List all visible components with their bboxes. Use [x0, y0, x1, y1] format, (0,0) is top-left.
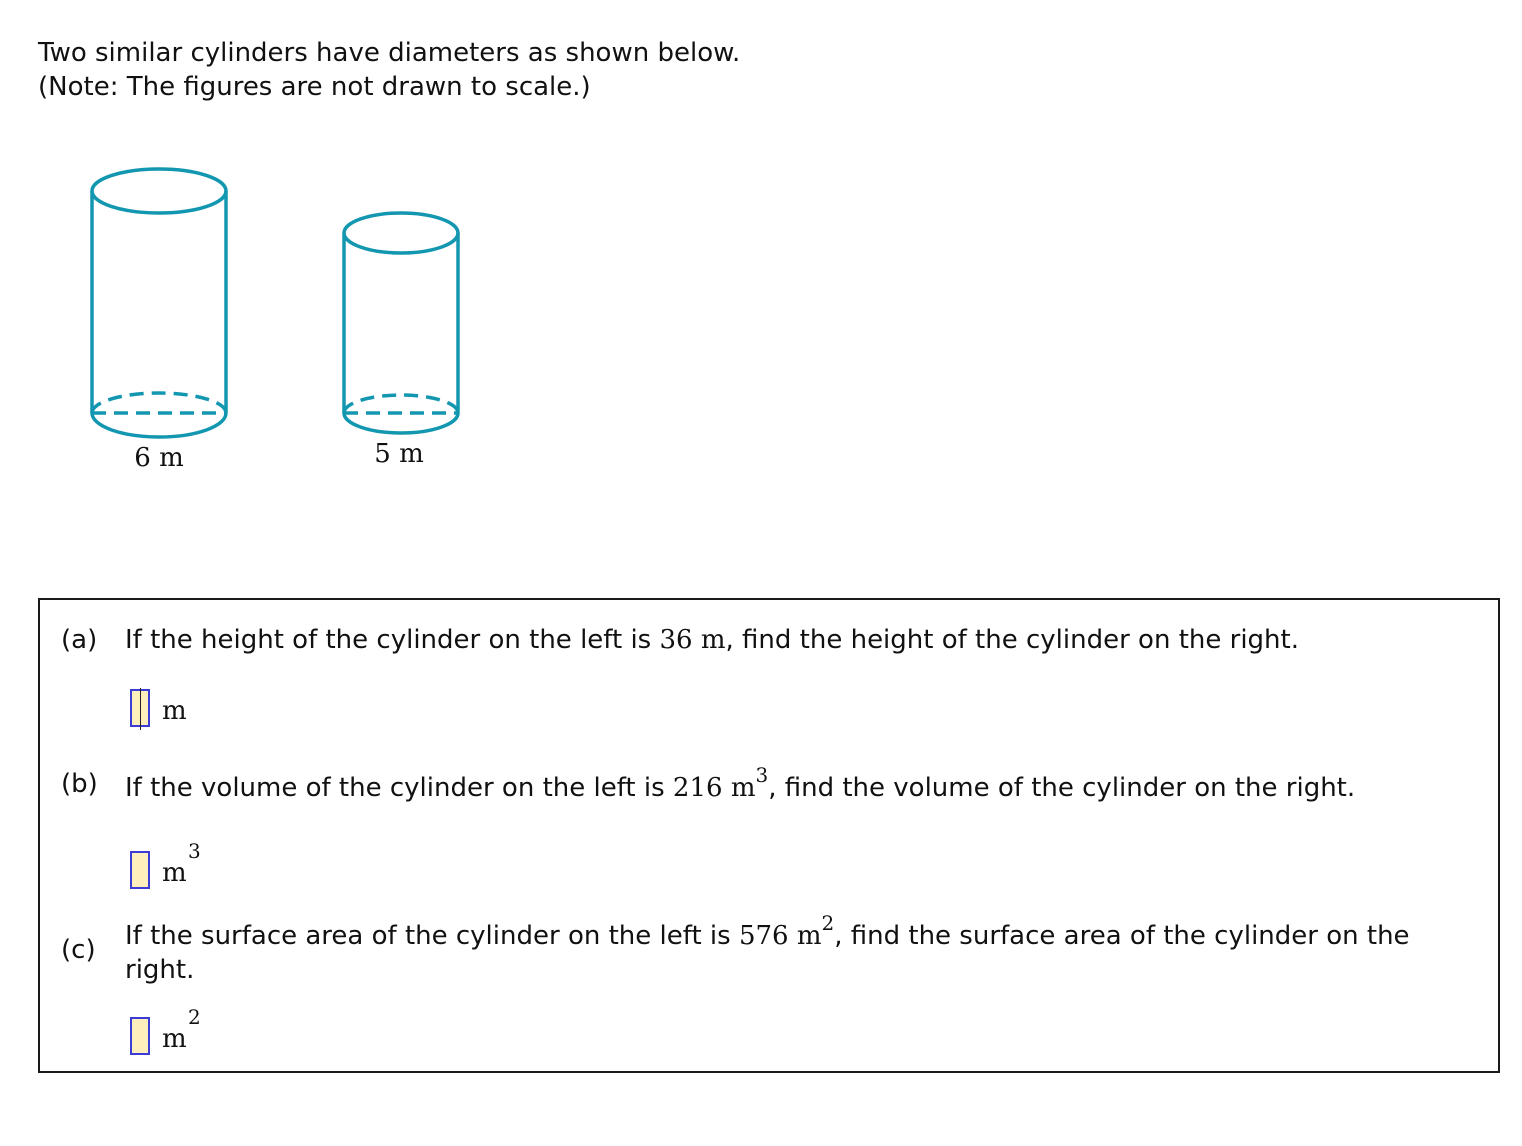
question-b-text	[125, 763, 1475, 806]
question-c-given-exponent: 2	[821, 911, 835, 935]
answer-c-unit: m	[162, 1024, 187, 1054]
answer-a-unit: m	[162, 696, 187, 726]
answer-b-unit: m	[162, 858, 187, 888]
question-b-given-exponent: 3	[755, 763, 769, 787]
right-cylinder-base-back	[344, 395, 458, 413]
right-cylinder-base-front	[344, 413, 458, 433]
question-b-given-value: 216 m	[672, 773, 756, 803]
intro-line-2: (Note: The figures are not drawn to scale.)	[38, 72, 591, 102]
question-c-label: (c)	[61, 935, 96, 965]
questions-box	[38, 598, 1500, 1073]
cylinders-figure	[0, 0, 600, 520]
question-c-given-value: 576 m	[738, 921, 822, 951]
answer-c-unit-exponent: 2	[188, 1005, 201, 1029]
question-a-given-value: 36 m	[659, 625, 726, 655]
question-a-label: (a)	[61, 625, 98, 655]
question-a-text-before: If the height of the cylinder on the left is	[125, 625, 652, 655]
answer-c-input[interactable]	[130, 1017, 150, 1055]
question-c-text-before: If the surface area of the cylinder on the left is	[125, 921, 731, 951]
left-cylinder-base-back	[92, 393, 226, 413]
question-a-text-after: , find the height of the cylinder on the right.	[725, 625, 1299, 655]
right-cylinder	[344, 213, 458, 433]
answer-b-unit-exponent: 3	[188, 839, 201, 863]
question-c-text-after: , find the surface area of the cylinder on the right.	[125, 921, 1410, 985]
left-diameter-label: 6 m	[134, 443, 184, 473]
question-b-text-after: , find the volume of the cylinder on the right.	[768, 773, 1356, 803]
left-cylinder-top	[92, 169, 226, 213]
question-c-text	[125, 911, 1475, 987]
right-cylinder-top	[344, 213, 458, 253]
left-cylinder	[92, 169, 226, 437]
left-cylinder-base-front	[92, 413, 226, 437]
question-b-label: (b)	[61, 769, 98, 799]
right-diameter-label: 5 m	[374, 439, 424, 469]
intro-line-1: Two similar cylinders have diameters as shown below.	[38, 38, 741, 68]
answer-b-input[interactable]	[130, 851, 150, 889]
answer-a-input[interactable]	[130, 689, 150, 727]
question-b-text-before: If the volume of the cylinder on the left is	[125, 773, 665, 803]
question-a-text	[125, 624, 1475, 657]
